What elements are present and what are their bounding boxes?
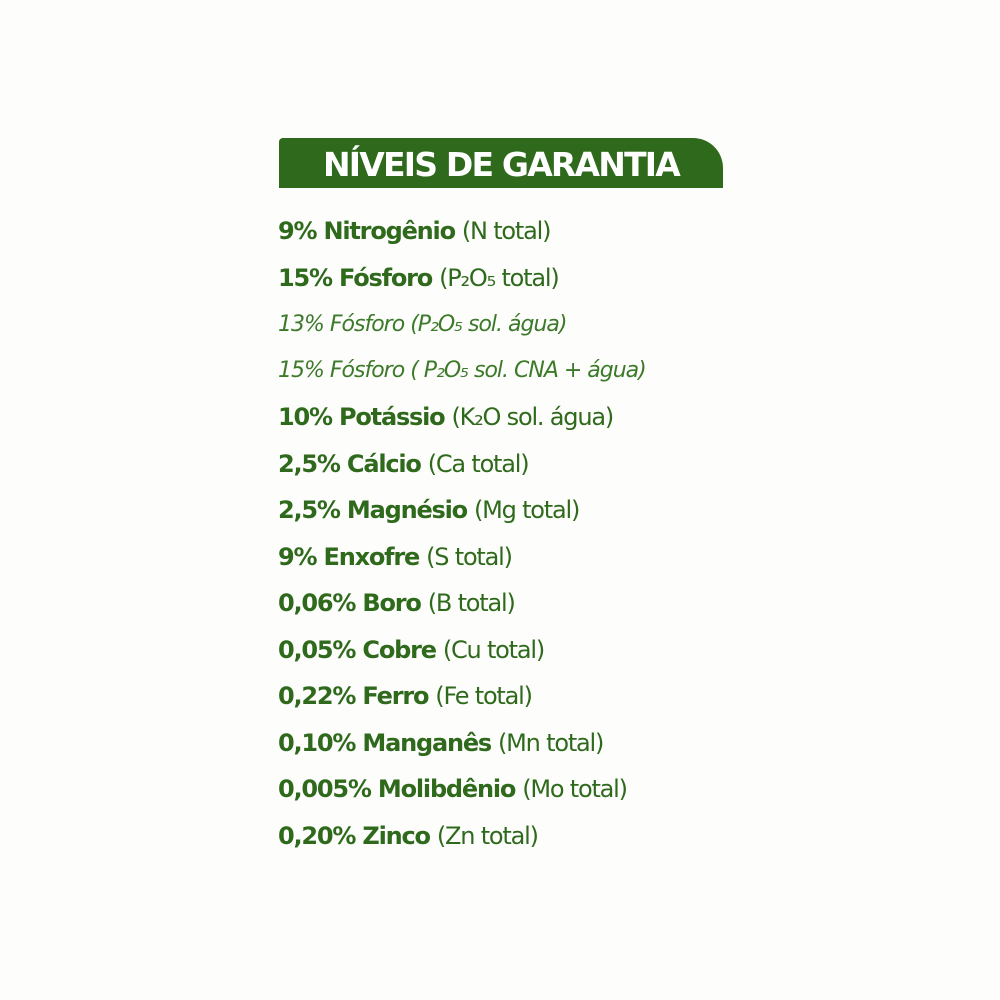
nutrient-label: 0,10% Manganês	[278, 728, 492, 757]
nutrient-detail: (Cu total)	[442, 635, 545, 664]
list-item	[278, 766, 718, 813]
nutrient-detail: ( P₂O₅ sol. CNA + água)	[410, 358, 646, 384]
nutrient-detail: (P₂O₅ sol. água)	[410, 311, 567, 337]
nutrient-detail: (Fe total)	[435, 682, 532, 711]
guarantee-list	[278, 208, 718, 859]
list-item	[278, 255, 718, 302]
nutrient-detail: (Ca total)	[427, 449, 529, 478]
list-item	[278, 208, 718, 255]
list-item	[278, 813, 718, 860]
list-item	[278, 441, 718, 488]
nutrient-label: 9% Enxofre	[278, 542, 420, 571]
list-item	[278, 394, 718, 441]
nutrient-label: 15% Fósforo	[278, 358, 405, 384]
list-item	[278, 627, 718, 674]
nutrient-detail: (P₂O₅ total)	[439, 263, 559, 292]
nutrient-label: 2,5% Magnésio	[278, 496, 467, 525]
list-item	[278, 534, 718, 581]
nutrient-detail: (B total)	[427, 589, 515, 618]
list-item	[278, 301, 718, 348]
nutrient-detail: (K₂O sol. água)	[451, 403, 614, 432]
list-item	[278, 673, 718, 720]
header-banner	[279, 138, 723, 188]
nutrient-detail: (Mg total)	[473, 496, 580, 525]
nutrient-label: 0,20% Zinco	[278, 821, 430, 850]
nutrient-label: 0,22% Ferro	[278, 682, 429, 711]
list-item	[278, 348, 718, 395]
nutrient-detail: (N total)	[461, 217, 551, 246]
nutrient-label: 2,5% Cálcio	[278, 449, 421, 478]
nutrient-detail: (Mo total)	[522, 775, 627, 804]
nutrient-label: 15% Fósforo	[278, 263, 433, 292]
page-title: NÍVEIS DE GARANTIA	[322, 144, 680, 184]
nutrient-label: 13% Fósforo	[278, 311, 405, 337]
nutrient-label: 0,05% Cobre	[278, 635, 436, 664]
list-item	[278, 720, 718, 767]
list-item	[278, 487, 718, 534]
nutrient-detail: (Mn total)	[498, 728, 604, 757]
nutrient-label: 0,005% Molibdênio	[278, 775, 516, 804]
nutrient-detail: (S total)	[426, 542, 512, 571]
list-item	[278, 580, 718, 627]
nutrient-label: 10% Potássio	[278, 403, 445, 432]
nutrient-detail: (Zn total)	[436, 821, 538, 850]
nutrient-label: 0,06% Boro	[278, 589, 421, 618]
nutrient-label: 9% Nitrogênio	[278, 217, 455, 246]
